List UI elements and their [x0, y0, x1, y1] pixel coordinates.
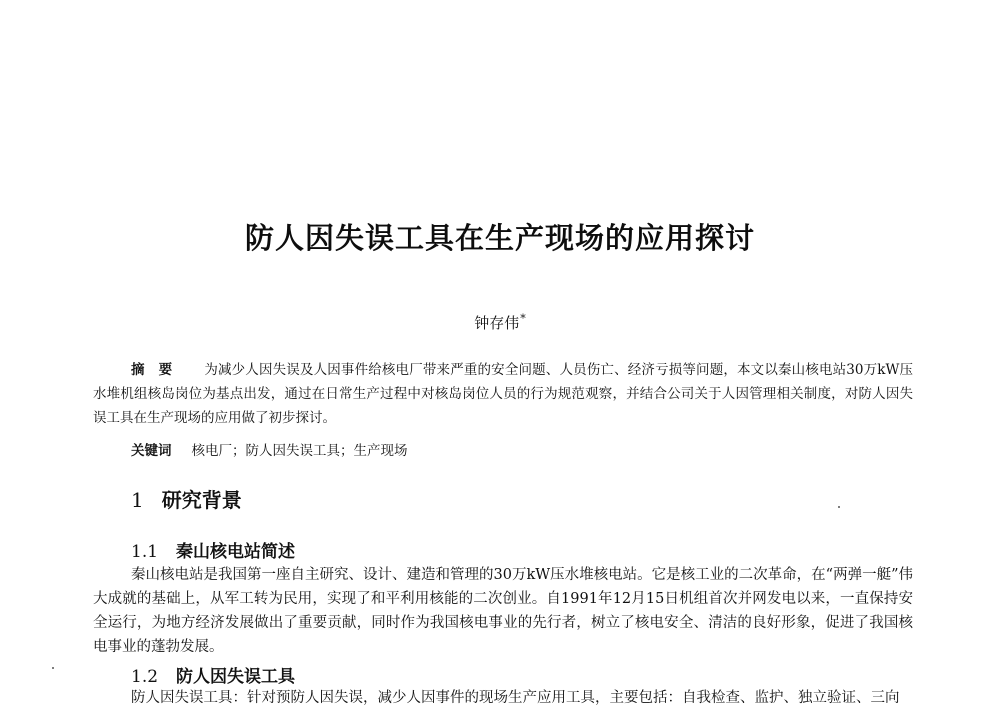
section-title: 研究背景 [161, 488, 242, 512]
section-heading-1 [131, 484, 242, 513]
author-footnote-mark: * [520, 312, 526, 325]
subsection-heading-1-1 [131, 537, 295, 562]
author-name: 钟存伟 [474, 314, 520, 332]
section-number: 1 [131, 488, 144, 512]
abstract-block [93, 358, 913, 430]
paragraph-hu-tools: 防人因失误工具：针对预防人因失误，减少人因事件的现场生产应用工具，主要包括：自我检查、监护、独立验证、三向 [131, 690, 900, 706]
subsection-number: 1.1 [131, 542, 159, 562]
scan-speck [52, 667, 54, 669]
paper-title: 防人因失误工具在生产现场的应用探讨 [244, 221, 755, 255]
keywords-line [131, 439, 408, 459]
keywords-text: 核电厂；防人因失误工具；生产现场 [191, 443, 408, 459]
paragraph-qinshan-overview: 秦山核电站是我国第一座自主研究、设计、建造和管理的30万kW压水堆核电站。它是核工业的二次革命，在“两弹一艇”伟大成就的基础上，从军工转为民用，实现了和平利用核能的二次创业。自1991年12月15日机组首次并网发电以来，一直保持安全运行，为地方经济发展做出了重要贡献，同时作为我国核电事业的先行者，树立了核电安全、清洁的良好形象，促进了我国核电事业的蓬勃发展。 [93, 567, 913, 655]
abstract-label: 摘要 [131, 362, 187, 378]
subsection-number: 1.2 [131, 667, 159, 687]
abstract-text: 为减少人因失误及人因事件给核电厂带来严重的安全问题、人员伤亡、经济亏损等问题，本文以秦山核电站30万kW压水堆机组核岛岗位为基点出发，通过在日常生产过程中对核岛岗位人员的行为规范观察，并结合公司关于人因管理相关制度，对防人因失误工具在生产现场的应用做了初步探讨。 [93, 362, 914, 426]
subsection-heading-1-2 [131, 662, 295, 687]
author-line [0, 312, 1000, 333]
scan-speck [838, 506, 840, 508]
keywords-label: 关键词 [131, 443, 172, 459]
subsection-title: 秦山核电站简述 [176, 542, 296, 562]
subsection-title: 防人因失误工具 [176, 667, 296, 687]
